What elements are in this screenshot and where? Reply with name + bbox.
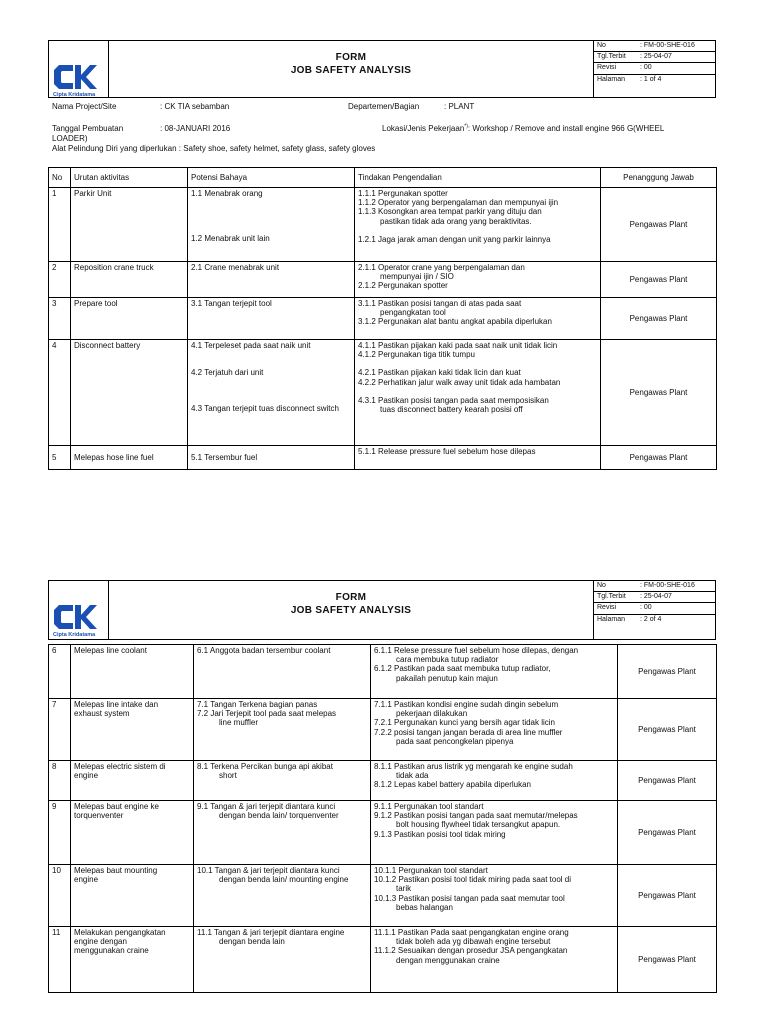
header-responsible: Penanggung Jawab — [601, 168, 717, 188]
ck-logo-icon — [53, 63, 97, 91]
form-header — [48, 580, 716, 640]
header-hazard: Potensi Bahaya — [188, 168, 355, 188]
jsa-table-2 — [48, 644, 717, 993]
location-line-2: LOADER) — [52, 134, 88, 143]
form-header — [48, 40, 716, 98]
ck-logo-icon — [53, 603, 97, 631]
table-row: 6 Melepas line coolant 6.1 Anggota badan tersembur coolant 6.1.1 Relese pressure fuel sebelum hose dilepas, dengan cara membuka tutup radiator 6.1.2 Pastikan pada saat membuka tutup radiator, pakailah penutup kain majun Pengawas Plant — [49, 645, 717, 699]
document-meta — [593, 41, 716, 97]
company-name: Cipta Kridatama — [53, 632, 96, 638]
form-subtitle: JOB SAFETY ANALYSIS — [290, 65, 412, 76]
form-title-block — [109, 41, 593, 97]
meta-row-page: Halaman : 2 of 4 — [597, 615, 662, 623]
form-title-block — [109, 581, 593, 637]
table-row: 5 Melepas hose line fuel 5.1 Tersembur fuel 5.1.1 Release pressure fuel sebelum hose dilepas Pengawas Plant — [49, 446, 717, 470]
date-line: Tanggal Pembuatan : 08-JANUARI 2016 Lokasi/Jenis Pekerjaan*): Workshop / Remove and install engine 966 G(WHEEL — [52, 123, 665, 133]
table-row: 7 Melepas line intake dan exhaust system 7.1 Tangan Terkena bagian panas 7.2 Jari Terjepit tool pada saat melepas line muffler 7.1.1 Pastikan kondisi engine sudah dingin sebelum pekerjaan dilakukan 7.2.1 Pergunakan kunci yang bersih agar tidak licin 7.2.2 posisi tangan jangan berada di area line muffler pada saat pencongkelan pipenya Pengawas Plant — [49, 699, 717, 761]
table-row: 8 Melepas electric sistem di engine 8.1 Terkena Percikan bunga api akibat short 8.1.1 Pastikan arus listrik yg mengarah ke engine sudah tidak ada 8.1.2 Lepas kabel battery apabila diperlukan Pengawas Plant — [49, 761, 717, 801]
form-title: FORM — [335, 52, 367, 63]
table-row: 3 Prepare tool 3.1 Tangan terjepit tool 3.1.1 Pastikan posisi tangan di atas pada saat pengangkatan tool 3.1.2 Pergunakan alat bantu angkat apabila diperlukan Pengawas Plant — [49, 298, 717, 340]
header-no: No — [49, 168, 71, 188]
meta-row-date: Tgl.Terbit : 25-04-07 — [594, 52, 716, 63]
table-row: 4 Disconnect battery 4.1 Terpeleset pada saat naik unit 4.2 Terjatuh dari unit 4.3 Tangan terjepit tuas disconnect switch 4.1.1 Pastikan pijakan kaki pada saat naik unit tidak licin 4.1.2 Pergunakan tiga titik tumpu 4.2.1 Pastikan pijakan kaki tidak licin dan kuat 4.2.2 Perhatikan jalur walk away unit tidak ada hambatan 4.3.1 Pastikan posisi tangan pada saat memposisikan tuas disconnect battery kearah posisi off Pengawas Plant — [49, 340, 717, 446]
form-page-2 — [48, 580, 716, 1024]
table-row: 11 Melakukan pengangkatan engine dengan menggunakan craine 11.1 Tangan & jari terjepit diantara engine dengan benda lain 11.1.1 Pastikan Pada saat pengangkatan engine orang tidak boleh ada yg dibawah engine tersebut 11.1.2 Sesuaikan dengan prosedur JSA pengangkatan dengan menggunakan craine Pengawas Plant — [49, 927, 717, 993]
meta-row-page: Halaman : 1 of 4 — [597, 75, 662, 83]
meta-row-revision: Revisi : 00 — [594, 603, 716, 614]
form-title: FORM — [335, 592, 367, 603]
table-row: 9 Melepas baut engine ke torquenventer 9.1 Tangan & jari terjepit diantara kunci dengan benda lain/ torquenventer 9.1.1 Pergunakan tool standart 9.1.2 Pastikan posisi tangan pada saat memutar/melepas bolt housing flywheel tidak tersangkut apapun. 9.1.3 Pastikan posisi tool tidak miring Pengawas Plant — [49, 801, 717, 865]
meta-row-no: No : FM-00-SHE-016 — [594, 41, 716, 52]
meta-row-revision: Revisi : 00 — [594, 63, 716, 74]
table-row: 10 Melepas baut mounting engine 10.1 Tangan & jari terjepit diantara kunci dengan benda lain/ mounting engine 10.1.1 Pergunakan tool standart 10.1.2 Pastikan posisi tool tidak miring pada saat tool di tarik 10.1.3 Pastikan posisi tangan pada saat memutar tool bebas halangan Pengawas Plant — [49, 865, 717, 927]
form-subtitle: JOB SAFETY ANALYSIS — [290, 605, 412, 616]
meta-row-date: Tgl.Terbit : 25-04-07 — [594, 592, 716, 603]
meta-row-no: No : FM-00-SHE-016 — [594, 581, 716, 592]
table-header-row — [49, 168, 717, 188]
table-row: 2 Reposition crane truck 2.1 Crane menabrak unit 2.1.1 Operator crane yang berpengalaman dan mempunyai ijin / SIO 2.1.2 Pergunakan spotter Pengawas Plant — [49, 262, 717, 298]
company-name: Cipta Kridatama — [53, 92, 96, 98]
company-logo — [49, 581, 109, 639]
project-line: Nama Project/Site : CK TIA sebamban Departemen/Bagian : PLANT — [52, 102, 475, 111]
document-meta — [593, 581, 716, 639]
header-activity: Urutan aktivitas — [71, 168, 188, 188]
form-page-1 — [48, 40, 716, 470]
jsa-table-1 — [48, 167, 717, 470]
table-row: 1 Parkir Unit 1.1 Menabrak orang 1.2 Menabrak unit lain 1.1.1 Pergunakan spotter 1.1.2 Operator yang berpengalaman dan mempunyai ijin 1.1.3 Kosongkan area tempat parkir yang dituju dan pastikan tidak ada orang yang beraktivitas. 1.2.1 Jaga jarak aman dengan unit yang parkir lainnya Pengawas Plant — [49, 188, 717, 262]
header-control: Tindakan Pengendalian — [355, 168, 601, 188]
apd-line: Alat Pelindung Diri yang diperlukan : Safety shoe, safety helmet, safety glass, safety gloves — [52, 144, 376, 153]
company-logo — [49, 41, 109, 97]
